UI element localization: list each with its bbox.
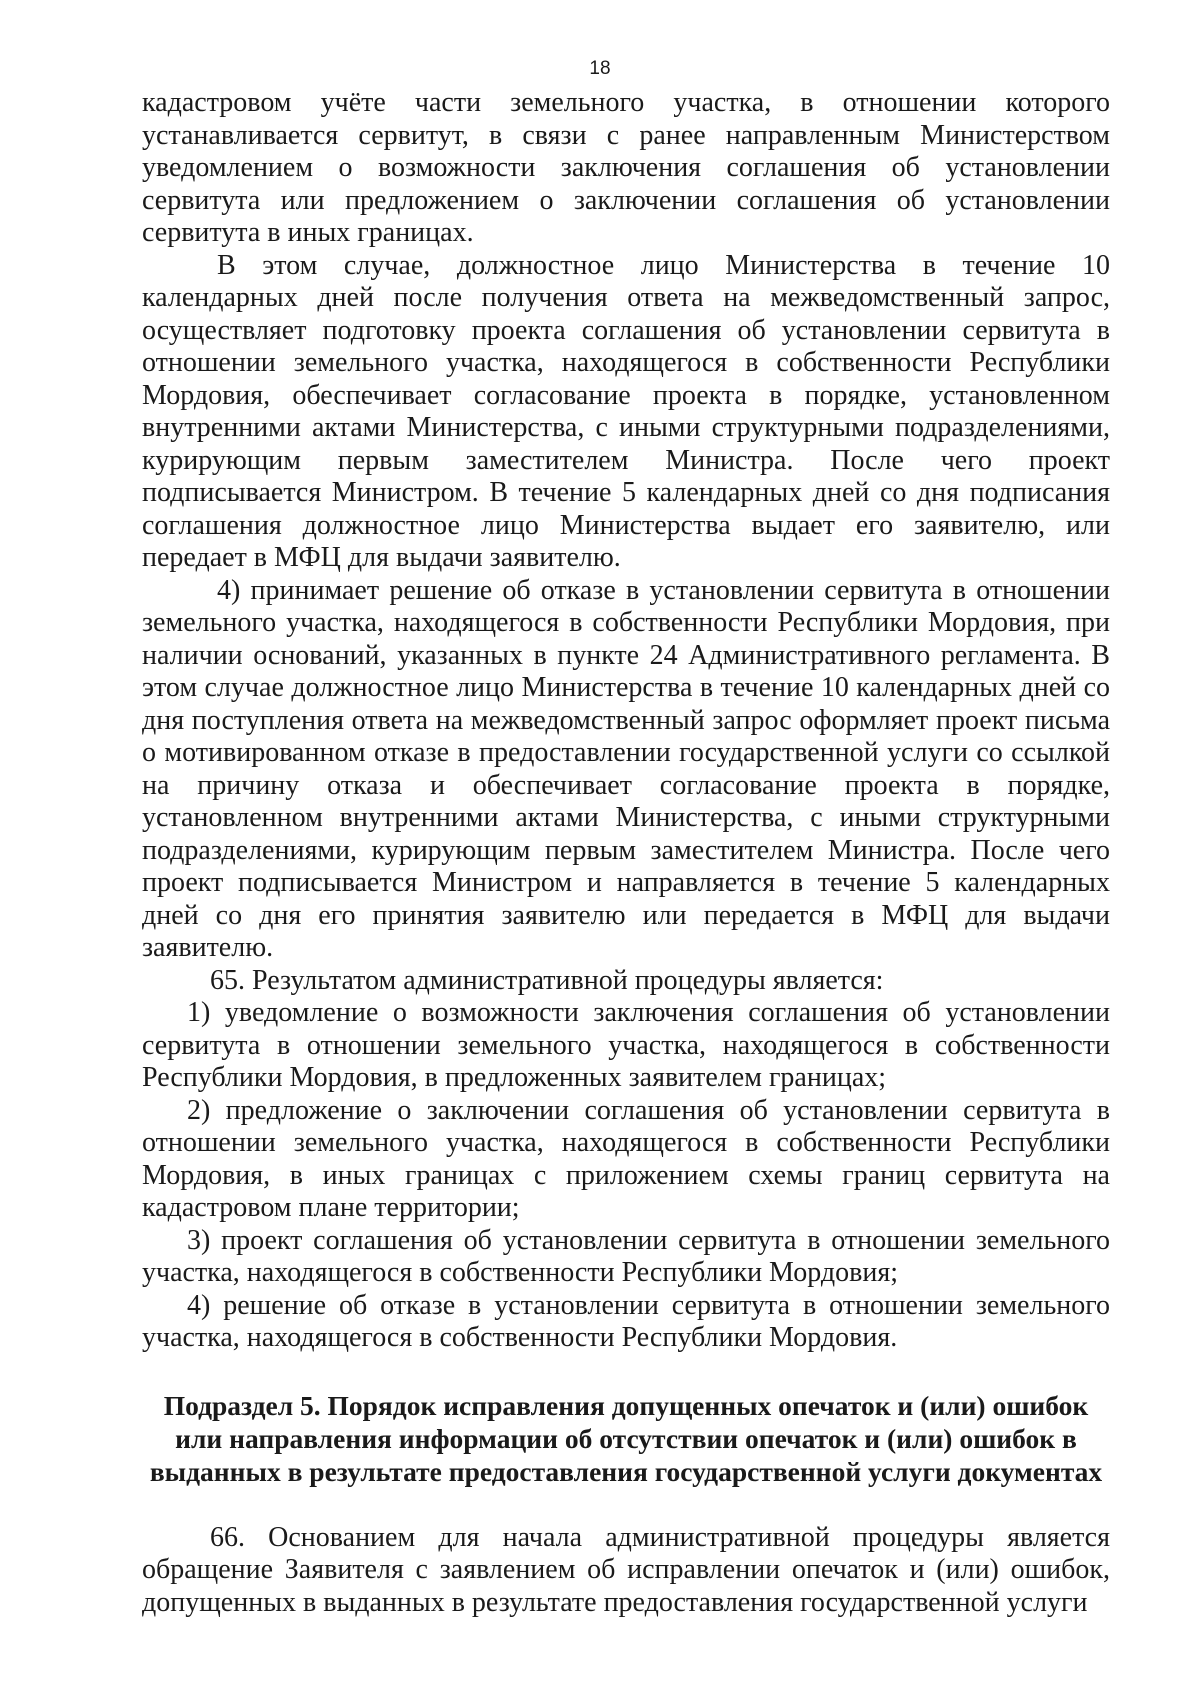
paragraph-result-4: 4) решение об отказе в установлении сервитута в отношении земельного участка, находящегося в собственности Республики Мордовия. [142, 1289, 1110, 1353]
paragraph-result-3: 3) проект соглашения об установлении сервитута в отношении земельного участка, находящегося в собственности Республики Мордовия; [142, 1224, 1110, 1288]
document-body [142, 87, 1110, 1619]
page-number: 18 [589, 58, 611, 79]
paragraph-item-4-otkaz: 4) принимает решение об отказе в установлении сервитута в отношении земельного участка, находящегося в собственности Республики Мордовия, при наличии оснований, указанных в пункте 24 Административного регламента. В этом случае должностное лицо Министерства в течение 10 календарных дней со дня поступления ответа на межведомственный запрос оформляет проект письма о мотивированном отказе в предоставлении государственной услуги со ссылкой на причину отказа и обеспечивает согласование проекта в порядке, установленном внутренними актами Министерства, с иными структурными подразделениями, курирующим первым заместителем Министра. После чего проект подписывается Министром и направляется в течение 5 календарных дней со дня его принятия заявителю или передается в МФЦ для выдачи заявителю. [142, 574, 1110, 963]
paragraph-result-2: 2) предложение о заключении соглашения об установлении сервитута в отношении земельного участка, находящегося в собственности Республики Мордовия, в иных границах с приложением схемы границ сервитута на кадастровом плане территории; [142, 1094, 1110, 1223]
paragraph-66: 66. Основанием для начала административной процедуры является обращение Заявителя с заявлением об исправлении опечаток и (или) ошибок, допущенных в выданных в результате предоставления государственной услуги [142, 1521, 1110, 1618]
paragraph-result-1: 1) уведомление о возможности заключения соглашения об установлении сервитута в отношении земельного участка, находящегося в собственности Республики Мордовия, в предложенных заявителем границах; [142, 997, 1110, 1093]
section-heading: Подраздел 5. Порядок исправления допущенных опечаток и (или) ошибок или направления информации об отсутствии опечаток и (или) ошибок в выданных в результате предоставления государственной услуги документах [149, 1389, 1103, 1487]
paragraph-continuation: кадастровом учёте части земельного участка, в отношении которого устанавливается сервитут, в связи с ранее направленным Министерством уведомлением о возможности заключения соглашения об установлении сервитута или предложением о заключении соглашения об установлении сервитута в иных границах. [142, 87, 1110, 248]
paragraph-soglashenie: В этом случае, должностное лицо Министерства в течение 10 календарных дней после получения ответа на межведомственный запрос, осуществляет подготовку проекта соглашения об установлении сервитута в отношении земельного участка, находящегося в собственности Республики Мордовия, обеспечивает согласование проекта в порядке, установленном внутренними актами Министерства, с иными структурными подразделениями, курирующим первым заместителем Министра. После чего проект подписывается Министром. В течение 5 календарных дней со дня подписания соглашения должностное лицо Министерства выдает его заявителю, или передает в МФЦ для выдачи заявителю. [142, 249, 1110, 573]
paragraph-65: 65. Результатом административной процедуры является: [210, 964, 884, 996]
